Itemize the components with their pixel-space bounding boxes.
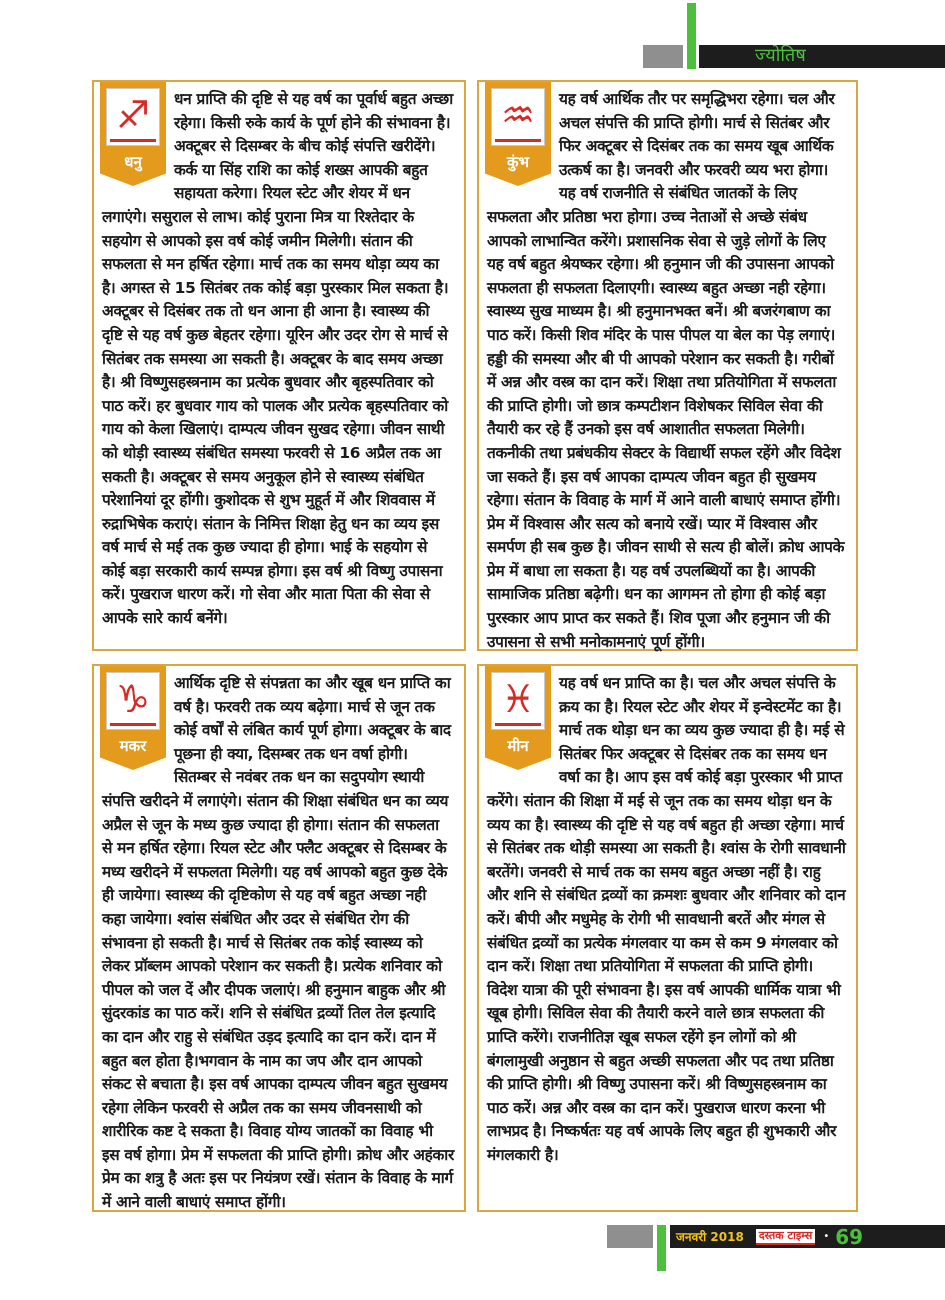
- header-gray-block: [643, 45, 683, 68]
- sign-name: मीन: [507, 737, 529, 755]
- header-black-bar: [699, 45, 945, 68]
- sign-badge: [100, 82, 166, 186]
- horoscope-text: धन प्राप्ति की दृष्टि से यह वर्ष का पूर्वार्ध बहुत अच्छा रहेगा। किसी रुके कार्य के पूर्ण होने की संभावना है। अक्टूबर से दिसम्बर के बीच कोई संपत्ति खरीदेंगे। कर्क या सिंह राशि का कोई शख्स आपकी बहुत सहायता करेगा। रियल स्टेट और शेयर में धन लगाएंगे। ससुराल से लाभ। कोई पुराना मित्र या रिश्तेदार के सहयोग से आपको इस वर्ष कोई जमीन मिलेगी। संतान की सफलता से मन हर्षित रहेगा। मार्च तक का समय थोड़ा व्यय का है। अगस्त से 15 सितंबर तक कोई बड़ा पुरस्कार मिल सकता है। अक्टूबर से दिसंबर तक तो धन आना ही आना है। स्वास्थ्य की दृष्टि से यह वर्ष कुछ बेहतर रहेगा। यूरिन और उदर रोग से मार्च से सितंबर तक समस्या आ सकती है। अक्टूबर के बाद समय अच्छा है। श्री विष्णुसहस्त्रनाम का प्रत्येक बुधवार और बृहस्पतिवार को पाठ करें। हर बुधवार गाय को पालक और प्रत्येक बृहस्पतिवार को गाय को केला खिलाएं। दाम्पत्य जीवन सुखद रहेगा। जीवन साथी को थोड़ी स्वास्थ्य संबंधित समस्या फरवरी से 16 अप्रैल तक आ सकती है। अक्टूबर से समय अनुकूल होने से स्वास्थ्य संबंधित परेशानियां दूर होंगी। कुशोदक से शुभ मुहूर्त में और शिववास में रुद्राभिषेक कराएं। संतान के निमित्त शिक्षा हेतु धन का व्यय इस वर्ष मार्च से मई तक कुछ ज्यादा ही होगा। भाई के सहयोग से कोई बड़ा सरकारी कार्य सम्पन्न होगा। इस वर्ष श्री विष्णु उपासना करें। पुखराज धारण करें। गो सेवा और माता पिता की सेवा से आपके सारे कार्य बनेंगे।: [102, 90, 453, 628]
- capricorn-icon: ♑: [115, 677, 151, 721]
- sign-name: धनु: [124, 153, 142, 171]
- sign-badge: [485, 82, 551, 186]
- footer-bar: [670, 1225, 945, 1248]
- horoscope-meen: [477, 664, 858, 1212]
- issue-date: जनवरी 2018: [676, 1230, 744, 1244]
- sign-name: मकर: [119, 737, 147, 755]
- section-title: ज्योतिष: [755, 45, 806, 66]
- sign-badge: [100, 666, 166, 770]
- page-number: 69: [835, 1224, 864, 1249]
- horoscope-dhanu: [92, 80, 466, 651]
- horoscope-text: यह वर्ष धन प्राप्ति का है। चल और अचल संपत्ति के क्रय का है। रियल स्टेट और शेयर में इन्वेस्टमेंट का है। मार्च तक थोड़ा धन का व्यय कुछ ज्यादा ही है। मई से सितंबर फिर अक्टूबर से दिसंबर तक का समय धन वर्षा का है। आप इस वर्ष कोई बड़ा पुरस्कार भी प्राप्त करेंगे। संतान की शिक्षा में मई से जून तक का समय थोड़ा धन के व्यय का है। स्वास्थ्य की दृष्टि से यह वर्ष बहुत ही अच्छा रहेगा। मार्च से सितंबर तक थोड़ी समस्या आ सकती है। श्वांस के रोगी सावधानी बरतेंगे। जनवरी से मार्च तक का समय बहुत अच्छा नहीं है। राहु और शनि से संबंधित द्रव्यों का क्रमशः बुधवार और शनिवार को दान करें। बीपी और मधुमेह के रोगी भी सावधानी बरतें और मंगल से संबंधित द्रव्यों का प्रत्येक मंगलवार या कम से कम 9 मंगलवार को दान करें। शिक्षा तथा प्रतियोगिता में सफलता की प्राप्ति होगी। विदेश यात्रा की पूरी संभावना है। इस वर्ष आपकी धार्मिक यात्रा भी खूब होगी। सिविल सेवा की तैयारी करने वाले छात्र सफलता की प्राप्ति करेंगे। राजनीतिज्ञ खूब सफल रहेंगे इन लोगों को श्री बंगलामुखी अनुष्ठान से बहुत अच्छी सफलता और पद तथा प्रतिष्ठा की प्राप्ति होगी। श्री विष्णु उपासना करें। श्री विष्णुसहस्त्रनाम का पाठ करें। अन्न और वस्त्र का दान करें। पुखराज धारण करना भी लाभप्रद है। निष्कर्षतः यह वर्ष आपके लिए बहुत ही शुभकारी और मंगलकारी है।: [487, 674, 846, 1164]
- horoscope-makar: [92, 664, 466, 1212]
- horoscope-text: यह वर्ष आर्थिक तौर पर समृद्धिभरा रहेगा। चल और अचल संपत्ति की प्राप्ति होगी। मार्च से सितंबर और फिर अक्टूबर से दिसंबर तक का समय खूब आर्थिक उत्कर्ष का है। जनवरी और फरवरी व्यय भरा होगा। यह वर्ष राजनीति से संबंधित जातकों के लिए सफलता और प्रतिष्ठा भरा होगा। उच्च नेताओं से अच्छे संबंध आपको लाभान्वित करेंगे। प्रशासनिक सेवा से जुड़े लोगों के लिए यह वर्ष बहुत श्रेयष्कर रहेगा। श्री हनुमान जी की उपासना आपको सफलता ही सफलता दिलाएगी। स्वास्थ्य बहुत अच्छा नही रहेगा। स्वास्थ्य सुख माध्यम है। श्री हनुमानभक्त बनें। श्री बजरंगबाण का पाठ करें। किसी शिव मंदिर के पास पीपल या बेल का पेड़ लगाएं। हड्डी की समस्या और बी पी आपको परेशान कर सकती है। गरीबों में अन्न और वस्त्र का दान करें। शिक्षा तथा प्रतियोगिता में सफलता की प्राप्ति होगी। जो छात्र कम्पटीशन विशेषकर सिविल सेवा की तैयारी कर रहे हैं उनको इस वर्ष आशातीत सफलता मिलेगी। तकनीकी तथा प्रबंधकीय सेक्टर के विद्यार्थी सफल रहेंगे और विदेश जा सकते हैं। इस वर्ष आपका दाम्पत्य जीवन बहुत ही सुखमय रहेगा। संतान के विवाह के मार्ग में आने वाली बाधाएं समाप्त होंगी। प्रेम में विश्वास और सत्य को बनाये रखें। प्यार में विश्वास और समर्पण ही सब कुछ है। जीवन साथी से सत्य ही बोलें। क्रोध आपके प्रेम में बाधा ला सकता है। यह वर्ष उपलब्धियों का है। आपकी सामाजिक प्रतिष्ठा बढ़ेगी। धन का आगमन तो होगा ही कोई बड़ा पुरस्कार आप प्राप्त कर सकते हैं। शिव पूजा और हनुमान जी की उपासना से सभी मनोकामनाएं पूर्ण होंगी।: [487, 90, 845, 651]
- footer-green-bar: [657, 1225, 666, 1271]
- footer-gray-block: [607, 1225, 653, 1248]
- magazine-logo: दस्तक टाइम्स: [756, 1229, 815, 1245]
- header-green-bar: [687, 3, 696, 69]
- horoscope-kumbh: [477, 80, 858, 651]
- pisces-icon: ♓: [500, 677, 536, 721]
- sagittarius-icon: ♐: [115, 93, 151, 137]
- horoscope-text: आर्थिक दृष्टि से संपन्नता का और खूब धन प्राप्ति का वर्ष है। फरवरी तक व्यय बढ़ेगा। मार्च से जून तक कोई वर्षों से लंबित कार्य पूर्ण होगा। अक्टूबर के बाद पूछना ही क्या, दिसम्बर तक धन वर्षा होगी। सितम्बर से नवंबर तक धन का सदुपयोग स्थायी संपत्ति खरीदने में लगाएंगे। संतान की शिक्षा संबंधित धन का व्यय अप्रैल से जून के मध्य कुछ ज्यादा ही होगा। संतान की सफलता से मन हर्षित रहेगा। रियल स्टेट और फ्लैट अक्टूबर से दिसम्बर के मध्य खरीदने में सफलता मिलेगी। यह वर्ष आपको बहुत कुछ देके ही जायेगा। स्वास्थ्य की दृष्टिकोण से यह वर्ष बहुत अच्छा नही कहा जायेगा। श्वांस संबंधित और उदर से संबंधित रोग की संभावना हो सकती है। मार्च से सितंबर तक कोई स्वास्थ्य को लेकर प्रॉब्लम आपको परेशान कर सकती है। प्रत्येक शनिवार को पीपल को जल दें और दीपक जलाएं। श्री हनुमान बाहुक और श्री सुंदरकांड का पाठ करें। शनि से संबंधित द्रव्यों तिल तेल इत्यादि का दान और राहु से संबंधित उड़द इत्यादि का दान करें। दान में बहुत बल होता है।भगवान के नाम का जप और दान आपको संकट से बचाता है। इस वर्ष आपका दाम्पत्य जीवन बहुत सुखमय रहेगा लेकिन फरवरी से अप्रैल तक का समय जीवनसाथी को शारीरिक कष्ट दे सकता है। विवाह योग्य जातकों का विवाह भी इस वर्ष होगा। प्रेम में सफलता की प्राप्ति होगी। क्रोध और अहंकार प्रेम का शत्रु है अतः इस पर नियंत्रण रखें। संतान के विवाह के मार्ग में आने वाली बाधाएं समाप्त होंगी।: [102, 674, 454, 1212]
- sign-name: कुंभ: [506, 153, 530, 171]
- separator: •: [823, 1231, 830, 1242]
- sign-badge: [485, 666, 551, 770]
- aquarius-icon: ♒: [500, 93, 536, 137]
